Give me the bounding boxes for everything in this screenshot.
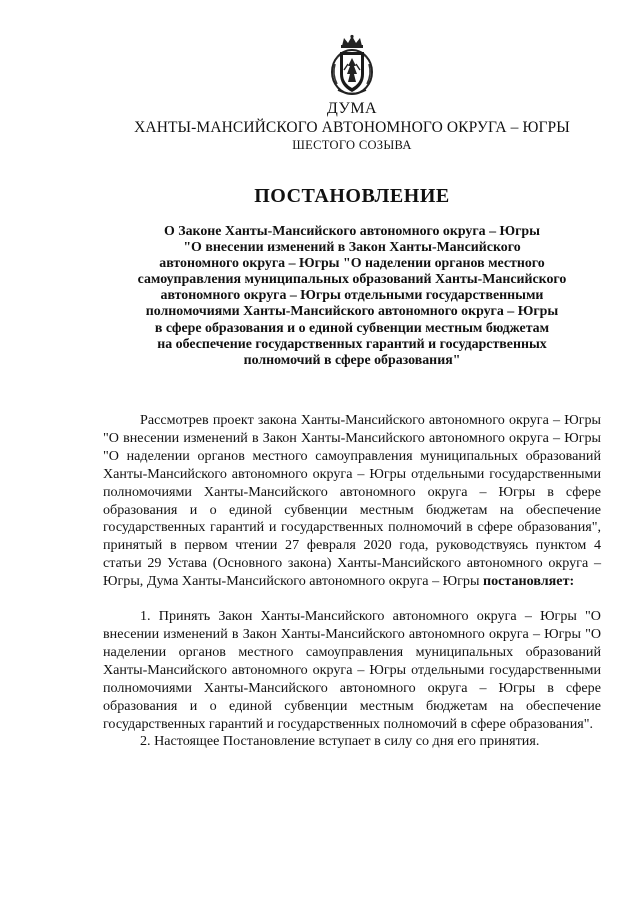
- preamble-text: Рассмотрев проект закона Ханты-Мансийского автономного округа – Югры "О внесении изменений в Закон Ханты-Мансийского автономного округа – Югры "О наделении органов местного самоуправления муниципальных образований Ханты-Мансийского автономного округа – Югры отдельными государственными полномочиями Ханты-Мансийского автономного округа – Югры в сфере образования и о единой субвенции местным бюджетам на обеспечение государственных гарантий и государственных полномочий в сфере образования", принятый в первом чтении 27 февраля 2020 года, руководствуясь пунктом 4 статьи 29 Устава (Основного закона) Ханты-Мансийского автономного округа – Югры, Дума Ханты-Мансийского автономного округа – Югры: [103, 412, 601, 590]
- region-name: ХАНТЫ-МАНСИЙСКОГО АВТОНОМНОГО ОКРУГА – ЮГРЫ: [134, 119, 570, 136]
- subject-line: полномочиями Ханты-Мансийского автономного округа – Югры: [145, 304, 559, 320]
- resolution-item-1: 1. Принять Закон Ханты-Мансийского автономного округа – Югры "О внесении изменений в Закон Ханты-Мансийского автономного округа – Югры "О наделении органов местного самоуправления муниципальных образований Ханты-Мансийского автономного округа – Югры отдельными государственными полномочиями Ханты-Мансийского автономного округа – Югры в сфере образования и о единой субвенции местным бюджетам на обеспечение государственных гарантий и государственных полномочий в сфере образования".: [103, 608, 601, 732]
- subject-line: "О внесении изменений в Закон Ханты-Мансийского: [183, 240, 521, 256]
- document-subject: [110, 224, 594, 369]
- coat-of-arms-emblem: [328, 34, 376, 98]
- preamble-paragraph: [103, 412, 601, 591]
- subject-line: на обеспечение государственных гарантий и государственных: [157, 336, 547, 352]
- resolves-keyword: постановляет:: [482, 573, 575, 590]
- organization-name: ДУМА: [326, 100, 378, 117]
- document-body: [103, 412, 601, 751]
- convocation: ШЕСТОГО СОЗЫВА: [292, 138, 412, 152]
- subject-line: автономного округа – Югры "О наделении органов местного: [159, 256, 545, 272]
- subject-line: самоуправления муниципальных образований Ханты-Мансийского: [137, 272, 567, 288]
- document-type-title: ПОСТАНОВЛЕНИЕ: [254, 185, 450, 207]
- resolution-item-2: 2. Настоящее Постановление вступает в силу со дня его принятия.: [140, 733, 540, 750]
- subject-line: О Законе Ханты-Мансийского автономного округа – Югры: [163, 224, 541, 239]
- subject-line: полномочий в сфере образования": [243, 352, 461, 368]
- subject-line: в сфере образования и о единой субвенции местным бюджетам: [154, 320, 550, 336]
- subject-line: автономного округа – Югры отдельными государственными: [160, 288, 544, 304]
